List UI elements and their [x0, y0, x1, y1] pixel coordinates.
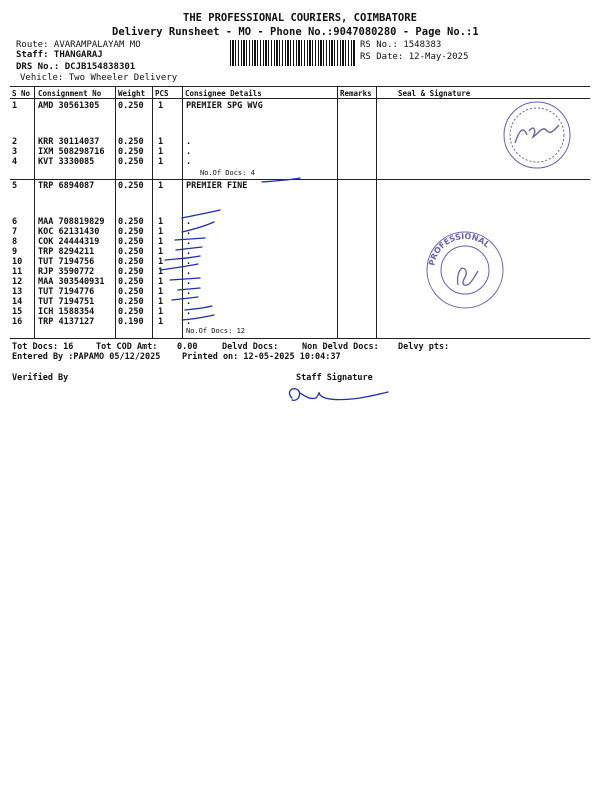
vehicle: Vehicle: Two Wheeler Delivery [20, 73, 178, 83]
row-cn: MAA 303540931 [38, 277, 105, 287]
row-pcs: 1 [158, 287, 164, 297]
row-sno: 6 [12, 217, 18, 227]
row-wt: 0.250 [118, 227, 144, 237]
runsheet-subtitle: Delivery Runsheet - MO - Phone No.:9047080280 - Page No.:1 [112, 26, 479, 38]
row-details: . [186, 317, 192, 327]
row-wt: 0.250 [118, 101, 144, 111]
row-sno: 11 [12, 267, 23, 277]
row-sno: 1 [12, 101, 18, 111]
delivery-points: Delvy pts: [398, 342, 450, 352]
row-cn: TUT 7194756 [38, 257, 95, 267]
row-details: . [186, 277, 192, 287]
group1-doc-count: No.Of Docs: 4 [200, 169, 255, 177]
col-header-seal: Seal & Signature [398, 89, 471, 98]
row-pcs: 1 [158, 157, 164, 167]
row-cn: AMD 30561305 [38, 101, 100, 111]
staff-signature-label: Staff Signature [296, 373, 373, 383]
row-pcs: 1 [158, 267, 164, 277]
document-title: THE PROFESSIONAL COURIERS, COIMBATORE [183, 12, 417, 24]
row-wt: 0.250 [118, 297, 144, 307]
row-details: . [186, 157, 192, 167]
row-details: . [186, 257, 192, 267]
row-details: . [186, 137, 192, 147]
row-wt: 0.250 [118, 247, 144, 257]
row-sno: 10 [12, 257, 23, 267]
row-cn: KVT 3330085 [38, 157, 95, 167]
row-sno: 16 [12, 317, 23, 327]
total-docs: Tot Docs: 16 [12, 342, 74, 352]
row-sno: 2 [12, 137, 18, 147]
row-pcs: 1 [158, 317, 164, 327]
row-sno: 5 [12, 181, 18, 191]
non-delivered-docs: Non Delvd Docs: [302, 342, 379, 352]
row-cn: TRP 6894087 [38, 181, 95, 191]
row-sno: 14 [12, 297, 23, 307]
row-pcs: 1 [158, 297, 164, 307]
row-wt: 0.250 [118, 267, 144, 277]
route: Route: AVARAMPALAYAM MO [16, 40, 141, 50]
row-wt: 0.250 [118, 217, 144, 227]
row-details: . [186, 227, 192, 237]
row-sno: 12 [12, 277, 23, 287]
row-wt: 0.250 [118, 181, 144, 191]
row-cn: TUT 7194751 [38, 297, 95, 307]
round-seal-stamp [420, 225, 510, 315]
row-wt: 0.190 [118, 317, 144, 327]
row-sno: 3 [12, 147, 18, 157]
col-header-consignment: Consignment No [38, 89, 102, 98]
row-sno: 8 [12, 237, 18, 247]
row-pcs: 1 [158, 277, 164, 287]
row-pcs: 1 [158, 147, 164, 157]
col-header-sno: S No [12, 89, 31, 98]
row-cn: IXM 508298716 [38, 147, 105, 157]
total-cod-label: Tot COD Amt: [96, 342, 158, 352]
company-stamp [497, 95, 577, 175]
printed-on: Printed on: 12-05-2025 10:04:37 [182, 352, 341, 362]
row-cn: TRP 8294211 [38, 247, 95, 257]
row-cn: TRP 4137127 [38, 317, 95, 327]
row-wt: 0.250 [118, 147, 144, 157]
row-wt: 0.250 [118, 277, 144, 287]
col-header-consignee: Consignee Details [185, 89, 262, 98]
row-sno: 9 [12, 247, 18, 257]
row-wt: 0.250 [118, 307, 144, 317]
row-cn: MAA 708819829 [38, 217, 105, 227]
group2-doc-count: No.Of Docs: 12 [186, 327, 246, 335]
svg-text:PROFESSIONAL: PROFESSIONAL [427, 231, 492, 267]
row-sno: 15 [12, 307, 23, 317]
rs-date: RS Date: 12-May-2025 [360, 52, 469, 62]
row-cn: ICH 1588354 [38, 307, 95, 317]
row-details: . [186, 307, 192, 317]
row-pcs: 1 [158, 137, 164, 147]
row-details: . [186, 267, 192, 277]
row-details: PREMIER SPG WVG [186, 101, 263, 111]
row-details: . [186, 217, 192, 227]
staff: Staff: THANGARAJ [16, 50, 103, 60]
row-wt: 0.250 [118, 287, 144, 297]
row-pcs: 1 [158, 307, 164, 317]
row-wt: 0.250 [118, 137, 144, 147]
row-cn: COK 24444319 [38, 237, 100, 247]
row-details: . [186, 147, 192, 157]
row-wt: 0.250 [118, 257, 144, 267]
col-header-pcs: PCS [155, 89, 169, 98]
row-cn: TUT 7194776 [38, 287, 95, 297]
row-pcs: 1 [158, 237, 164, 247]
row-pcs: 1 [158, 101, 164, 111]
row-details: . [186, 297, 192, 307]
row-cn: KRR 30114037 [38, 137, 100, 147]
col-header-weight: Weight [118, 89, 146, 98]
row-cn: RJP 3590772 [38, 267, 95, 277]
row-sno: 13 [12, 287, 23, 297]
rs-number: RS No.: 1548383 [360, 40, 442, 50]
row-wt: 0.250 [118, 157, 144, 167]
row-wt: 0.250 [118, 237, 144, 247]
row-cn: KOC 62131430 [38, 227, 100, 237]
verified-by: Verified By [12, 373, 69, 383]
row-details: PREMIER FINE [186, 181, 248, 191]
row-pcs: 1 [158, 181, 164, 191]
col-header-remarks: Remarks [340, 89, 372, 98]
entered-by: Entered By :PAPAMO 05/12/2025 [12, 352, 161, 362]
row-pcs: 1 [158, 247, 164, 257]
row-details: . [186, 237, 192, 247]
total-cod-value: 0.00 [177, 342, 198, 352]
row-details: . [186, 247, 192, 257]
row-pcs: 1 [158, 227, 164, 237]
row-sno: 4 [12, 157, 18, 167]
drs-number: DRS No.: DCJB154838301 [16, 62, 136, 72]
row-pcs: 1 [158, 217, 164, 227]
row-details: . [186, 287, 192, 297]
delivered-docs: Delvd Docs: [222, 342, 279, 352]
row-pcs: 1 [158, 257, 164, 267]
row-sno: 7 [12, 227, 18, 237]
